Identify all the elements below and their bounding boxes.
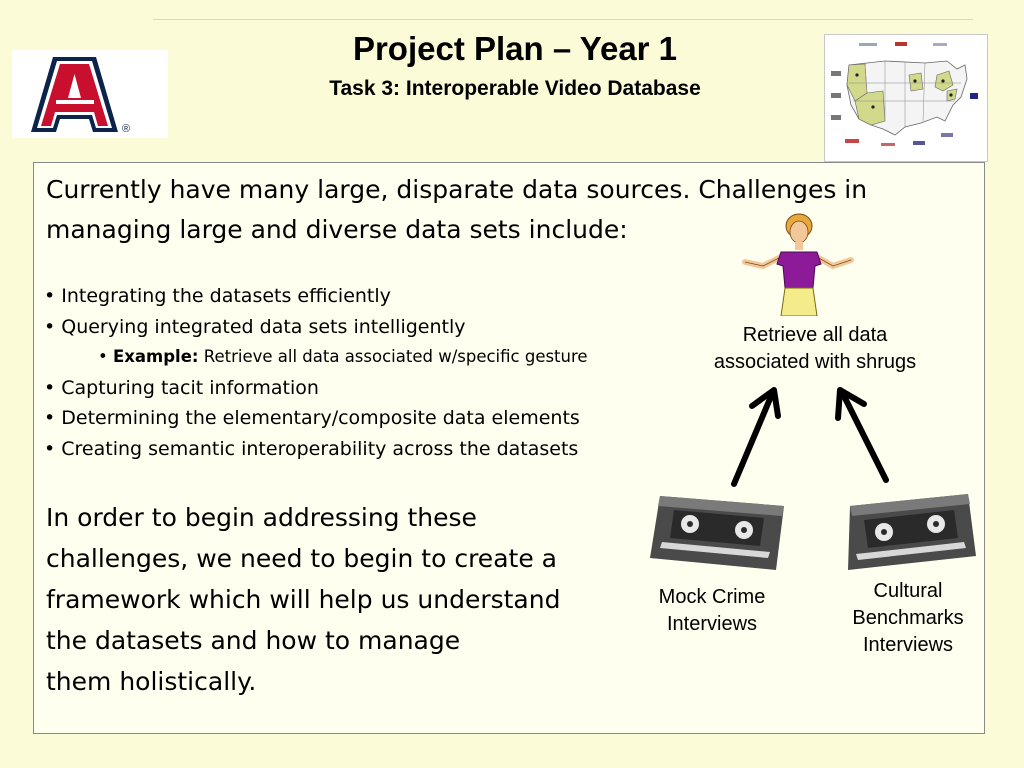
university-a-logo-icon xyxy=(12,50,168,138)
us-map-thumbnail xyxy=(824,34,988,162)
list-item: • Creating semantic interoperability across the datasets xyxy=(44,437,579,460)
cultural-label-line: Cultural xyxy=(873,580,943,602)
list-item-text: Determining the elementary/composite data elements xyxy=(61,407,580,429)
retrieve-label xyxy=(680,322,950,376)
intro-paragraph: Currently have many large, disparate data sources. Challenges in managing large and diverse data sets include: xyxy=(46,175,868,244)
closing-line: the datasets and how to manage xyxy=(46,626,461,655)
list-item: • Capturing tacit information xyxy=(44,376,319,399)
arrow-up-left-icon xyxy=(838,390,886,480)
cultural-label-line: Benchmarks xyxy=(852,607,964,629)
page-title: Project Plan – Year 1 xyxy=(352,30,678,67)
list-item: • Determining the elementary/composite data elements xyxy=(44,407,580,429)
example-label: Example: xyxy=(112,347,199,366)
mock-crime-label-line: Mock Crime xyxy=(658,586,766,608)
svg-text:®: ® xyxy=(122,123,131,135)
flow-arrows xyxy=(720,380,910,490)
closing-line: challenges, we need to begin to create a xyxy=(46,544,557,573)
cultural-label-line: Interviews xyxy=(862,634,954,656)
closing-line: In order to begin addressing these xyxy=(46,503,477,532)
shrugging-person xyxy=(737,212,857,316)
us-map-thumbnail-icon xyxy=(825,35,987,161)
page-subtitle: Task 3: Interoperable Video Database xyxy=(329,77,701,100)
list-item-text: Capturing tacit information xyxy=(61,376,319,399)
videotape-icon xyxy=(648,492,788,572)
mock-crime-label xyxy=(632,584,792,638)
example-text: Retrieve all data associated w/specific gesture xyxy=(203,347,588,366)
list-item: • Integrating the datasets efficiently xyxy=(44,285,391,307)
list-item-text: Integrating the datasets efficiently xyxy=(61,285,391,307)
list-item-text: Querying integrated data sets intelligently xyxy=(61,315,466,338)
retrieve-label-line: associated with shrugs xyxy=(713,351,917,373)
header-rule xyxy=(153,19,973,20)
closing-paragraph xyxy=(46,497,646,702)
challenge-list xyxy=(44,282,644,465)
closing-line: framework which will help us understand xyxy=(46,585,561,614)
arrow-up-right-icon xyxy=(734,390,778,484)
cultural-benchmarks-label xyxy=(818,578,998,659)
sub-list-item: • Example: Retrieve all data associated w/specific gesture xyxy=(98,347,588,366)
list-item: • Querying integrated data sets intelligently xyxy=(44,315,466,338)
videotape-icon xyxy=(838,492,978,572)
shrugging-person-icon xyxy=(737,212,857,316)
retrieve-label-line: Retrieve all data xyxy=(742,324,888,346)
closing-line: them holistically. xyxy=(46,667,257,696)
list-item-text: Creating semantic interoperability across the datasets xyxy=(61,437,579,460)
university-logo xyxy=(12,50,168,138)
mock-crime-label-line: Interviews xyxy=(666,613,758,635)
